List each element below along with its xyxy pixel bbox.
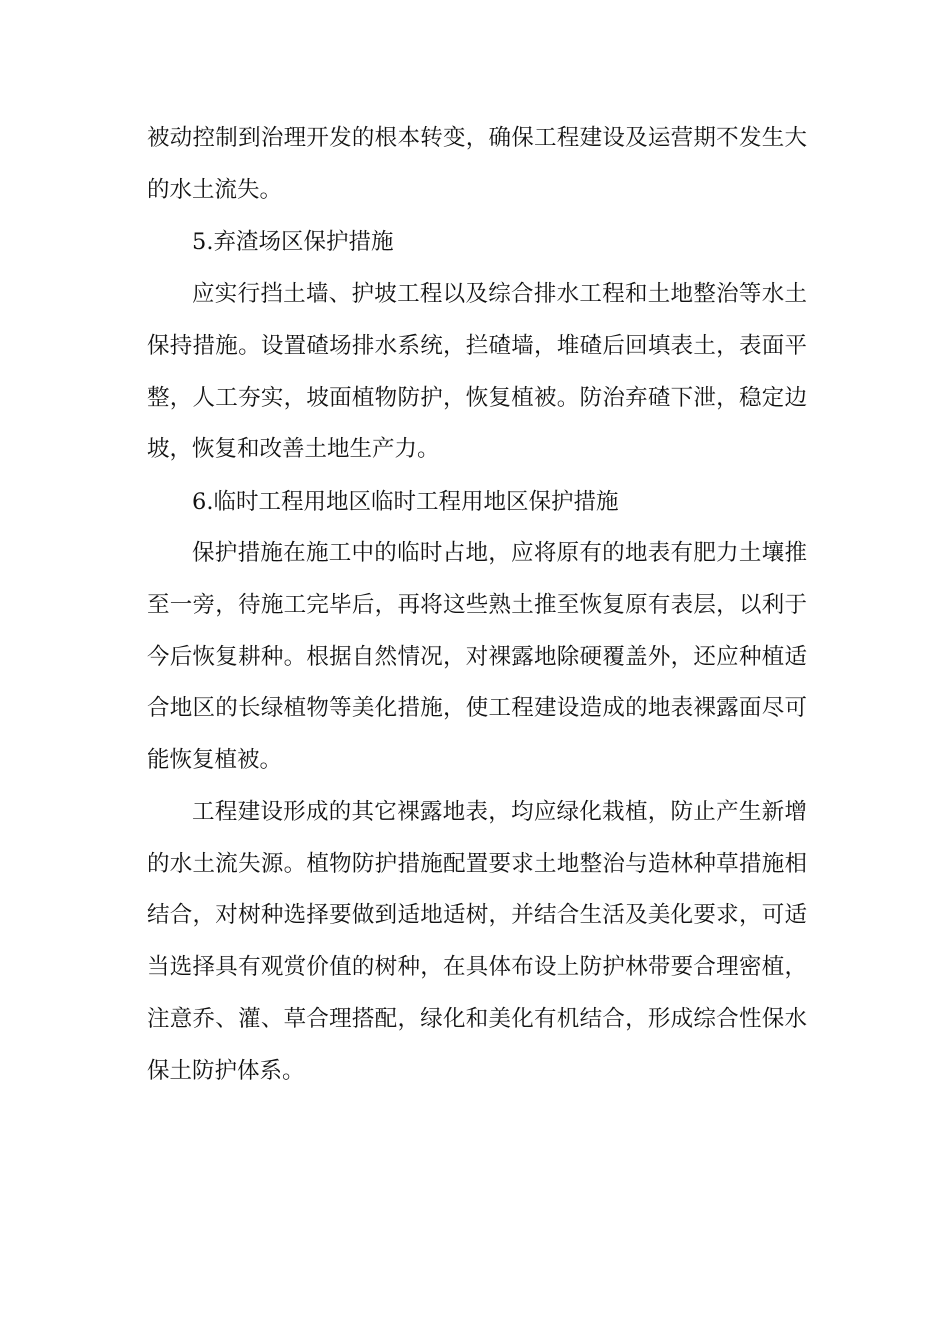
- paragraph-line: 应实行挡土墙、护坡工程以及综合排水工程和土地整治等水土: [192, 281, 807, 307]
- section-heading: 6.临时工程用地区临时工程用地区保护措施: [192, 489, 619, 515]
- section-heading: 5.弃渣场区保护措施: [192, 229, 394, 255]
- paragraph-line: 保护措施在施工中的临时占地，应将原有的地表有肥力土壤推: [192, 540, 807, 566]
- paragraph-line: 能恢复植被。: [147, 747, 283, 773]
- paragraph-line: 被动控制到治理开发的根本转变，确保工程建设及运营期不发生大: [147, 125, 807, 151]
- paragraph-line: 今后恢复耕种。根据自然情况，对裸露地除硬覆盖外，还应种植适: [147, 644, 807, 670]
- paragraph-line: 保持措施。设置碴场排水系统，拦碴墙，堆碴后回填表土，表面平: [147, 333, 807, 359]
- paragraph-line: 坡，恢复和改善土地生产力。: [147, 436, 440, 462]
- paragraph-line: 保土防护体系。: [147, 1058, 305, 1084]
- paragraph-line: 的水土流失。: [147, 177, 283, 203]
- paragraph-line: 的水土流失源。植物防护措施配置要求土地整治与造林种草措施相: [147, 851, 807, 877]
- paragraph-line: 工程建设形成的其它裸露地表，均应绿化栽植，防止产生新增: [192, 799, 807, 825]
- paragraph-line: 当选择具有观赏价值的树种，在具体布设上防护林带要合理密植，: [147, 954, 807, 980]
- paragraph-line: 合地区的长绿植物等美化措施，使工程建设造成的地表裸露面尽可: [147, 695, 807, 721]
- paragraph-line: 结合，对树种选择要做到适地适树，并结合生活及美化要求，可适: [147, 902, 807, 928]
- paragraph-line: 整，人工夯实，坡面植物防护，恢复植被。防治弃碴下泄，稳定边: [147, 385, 807, 411]
- paragraph-line: 注意乔、灌、草合理搭配，绿化和美化有机结合，形成综合性保水: [147, 1006, 807, 1032]
- paragraph-line: 至一旁，待施工完毕后，再将这些熟土推至恢复原有表层，以利于: [147, 592, 807, 618]
